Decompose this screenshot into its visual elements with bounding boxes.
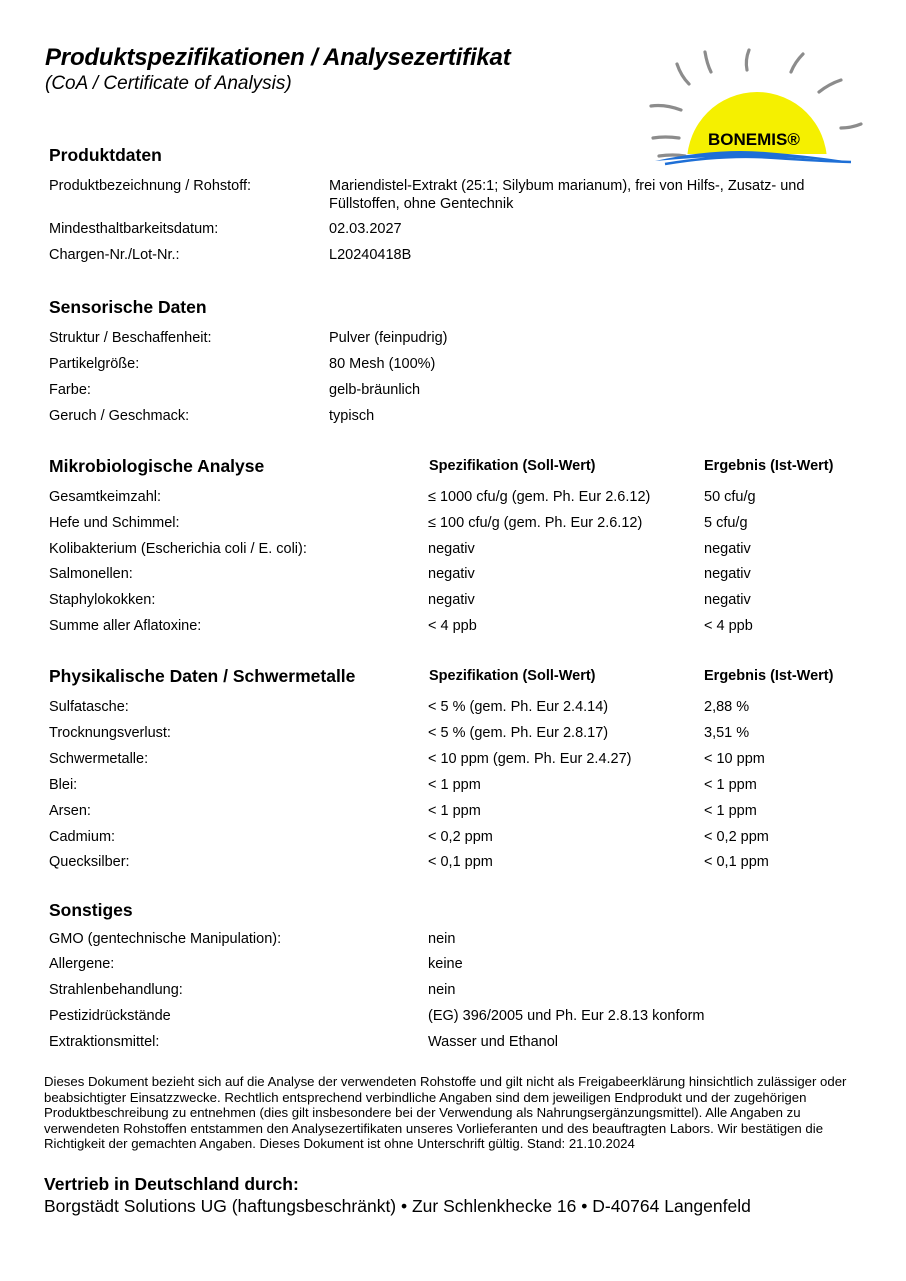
row-label: Sulfatasche: — [49, 699, 129, 715]
column-header-ergebnis: Ergebnis (Ist-Wert) — [704, 458, 834, 474]
distribution-address: Borgstädt Solutions UG (haftungsbeschränkt) • Zur Schlenkhecke 16 • D-40764 Langenfeld — [44, 1196, 751, 1216]
column-header-spezifikation: Spezifikation (Soll-Wert) — [429, 458, 596, 474]
section-title-physikalische-daten: Physikalische Daten / Schwermetalle — [49, 666, 356, 686]
row-label: Cadmium: — [49, 829, 116, 845]
section-title-mikrobiologische-analyse: Mikrobiologische Analyse — [49, 456, 265, 476]
row-spec: ≤ 100 cfu/g (gem. Ph. Eur 2.6.12) — [428, 515, 643, 531]
section-title-produktdaten: Produktdaten — [49, 145, 162, 165]
row-label: Arsen: — [49, 803, 91, 819]
row-value: gelb-bräunlich — [329, 382, 421, 398]
row-value: Wasser und Ethanol — [428, 1034, 559, 1050]
row-spec: < 4 ppb — [428, 618, 477, 634]
row-spec: < 1 ppm — [428, 777, 481, 793]
logo-brand-text: BONEMIS® — [708, 130, 800, 149]
row-spec: ≤ 1000 cfu/g (gem. Ph. Eur 2.6.12) — [428, 489, 651, 505]
row-spec: < 5 % (gem. Ph. Eur 2.4.14) — [428, 699, 609, 715]
row-result: < 0,2 ppm — [704, 829, 769, 845]
row-spec: < 0,2 ppm — [428, 829, 493, 845]
document-title: Produktspezifikationen / Analysezertifikat — [45, 44, 511, 71]
row-value: Pulver (feinpudrig) — [329, 330, 448, 346]
row-value: (EG) 396/2005 und Ph. Eur 2.8.13 konform — [428, 1008, 705, 1024]
row-label: Kolibakterium (Escherichia coli / E. coli): — [49, 541, 307, 557]
row-label: Pestizidrückstände — [49, 1008, 171, 1024]
row-spec: negativ — [428, 592, 475, 608]
row-label: Allergene: — [49, 956, 115, 972]
row-spec: < 5 % (gem. Ph. Eur 2.8.17) — [428, 725, 609, 741]
row-value: nein — [428, 931, 456, 947]
distribution-title: Vertrieb in Deutschland durch: — [44, 1174, 299, 1194]
row-result: 2,88 % — [704, 699, 750, 715]
column-header-spezifikation: Spezifikation (Soll-Wert) — [429, 668, 596, 684]
row-result: 3,51 % — [704, 725, 750, 741]
row-result: < 10 ppm — [704, 751, 765, 767]
section-title-sensorische-daten: Sensorische Daten — [49, 297, 207, 317]
row-spec: < 1 ppm — [428, 803, 481, 819]
section-title-sonstiges: Sonstiges — [49, 900, 133, 920]
row-result: 5 cfu/g — [704, 515, 748, 531]
row-value: nein — [428, 982, 456, 998]
row-value: 80 Mesh (100%) — [329, 356, 436, 372]
column-header-ergebnis: Ergebnis (Ist-Wert) — [704, 668, 834, 684]
row-value: 02.03.2027 — [329, 221, 402, 237]
row-label: Summe aller Aflatoxine: — [49, 618, 202, 634]
row-value: keine — [428, 956, 463, 972]
row-label: Schwermetalle: — [49, 751, 149, 767]
row-label: Trocknungsverlust: — [49, 725, 171, 741]
row-result: negativ — [704, 592, 751, 608]
row-spec: negativ — [428, 541, 475, 557]
row-result: < 1 ppm — [704, 777, 757, 793]
row-spec: negativ — [428, 566, 475, 582]
document-subtitle: (CoA / Certificate of Analysis) — [45, 73, 292, 94]
row-result: negativ — [704, 541, 751, 557]
row-spec: < 0,1 ppm — [428, 854, 493, 870]
row-label: Blei: — [49, 777, 78, 793]
row-spec: < 10 ppm (gem. Ph. Eur 2.4.27) — [428, 751, 632, 767]
row-label: Strahlenbehandlung: — [49, 982, 183, 998]
row-label: Geruch / Geschmack: — [49, 408, 190, 424]
row-label: Mindesthaltbarkeitsdatum: — [49, 221, 219, 237]
row-result: < 4 ppb — [704, 618, 753, 634]
row-result: 50 cfu/g — [704, 489, 756, 505]
row-label: Struktur / Beschaffenheit: — [49, 330, 212, 346]
row-label: Gesamtkeimzahl: — [49, 489, 162, 505]
disclaimer-text: Dieses Dokument bezieht sich auf die Analyse der verwendeten Rohstoffe und gilt nicht als Freigabeerklärung hinsichtlich zulässiger oder beabsichtigter Einsatzzwecke. Rechtlich entsprechend verbindliche Angaben sind dem jeweiligen Endprodukt und der zugehörigen Produktbeschreibung zu entnehmen (dies gilt insbesondere bei der Verwendung als Nahrungsergänzungsmittel). Alle Angaben zu verwendeten Rohstoffen entstammen den Analysezertifikaten unseres Vorlieferanten und des beauftragten Labors. Wir bestätigen die Richtigkeit der gemachten Angaben. Dieses Dokument ist ohne Unterschrift gültig. Stand: 21.10.2024 — [44, 1074, 847, 1152]
row-result: < 0,1 ppm — [704, 854, 769, 870]
row-result: < 1 ppm — [704, 803, 757, 819]
row-label: Quecksilber: — [49, 854, 130, 870]
row-label: Partikelgröße: — [49, 356, 140, 372]
row-result: negativ — [704, 566, 751, 582]
row-label: Chargen-Nr./Lot-Nr.: — [49, 247, 180, 263]
row-label: Staphylokokken: — [49, 592, 156, 608]
row-label: Extraktionsmittel: — [49, 1034, 160, 1050]
row-value: L20240418B — [329, 247, 412, 263]
row-value: Mariendistel-Extrakt (25:1; Silybum marianum), frei von Hilfs-, Zusatz- und Füllstoffen, ohne Gentechnik — [329, 178, 805, 212]
row-label: Produktbezeichnung / Rohstoff: — [49, 178, 252, 194]
row-label: GMO (gentechnische Manipulation): — [49, 931, 282, 947]
row-value: typisch — [329, 408, 375, 424]
row-label: Salmonellen: — [49, 566, 133, 582]
bonemis-logo — [645, 44, 865, 169]
row-label: Farbe: — [49, 382, 91, 398]
row-label: Hefe und Schimmel: — [49, 515, 180, 531]
